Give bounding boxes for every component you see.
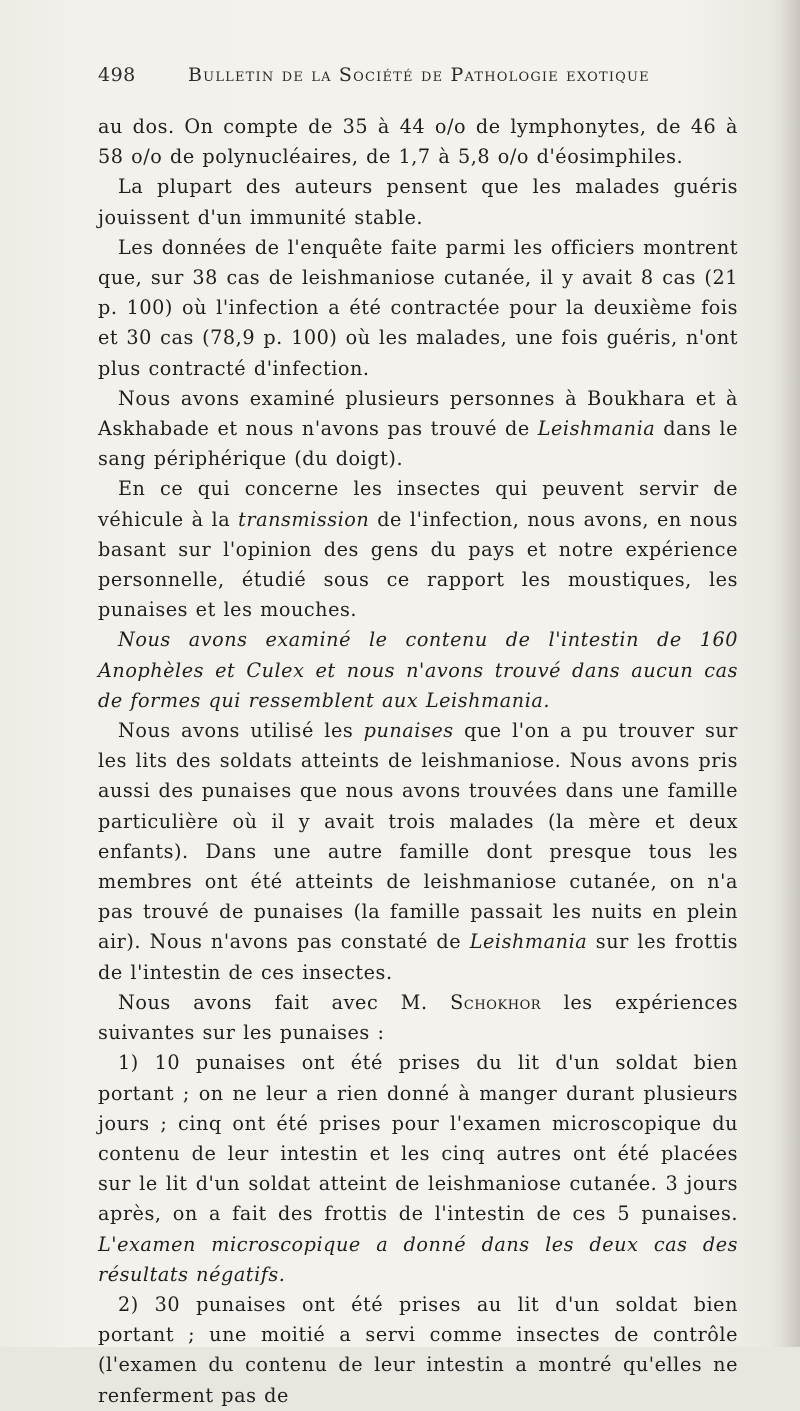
paragraph-7-italic-2: Leishmania — [469, 930, 588, 954]
running-title: Bulletin de la Société de Pathologie exotique — [188, 64, 650, 86]
paragraph-5-pre: En ce qui concerne les insectes qui peuvent servir de véhicule à la — [98, 477, 738, 531]
paragraph-7-post: sur les frottis de l'intestin de ces insectes. — [98, 930, 738, 984]
paragraph-1 — [98, 112, 738, 172]
paragraph-6 — [98, 625, 738, 716]
paragraph-9 — [98, 1048, 738, 1290]
paragraph-2-text: La plupart des auteurs pensent que les malades guéris jouissent d'un immunité stable. — [98, 175, 738, 229]
paragraph-7-pre: Nous avons utilisé les — [118, 719, 364, 743]
paragraph-5-post: de l'infection, nous avons, en nous basant sur l'opinion des gens du pays et notre expérience personnelle, étudié sous ce rapport les moustiques, les punaises et les mouches. — [98, 507, 738, 622]
paragraph-4-pre: Nous avons examiné plusieurs personnes à Boukhara et à Askhabade et nous n'avons pas trouvé de — [98, 386, 738, 441]
paragraph-8-post: les expériences suivantes sur les punaises : — [98, 990, 739, 1045]
paragraph-3-text: Les données de l'enquête faite parmi les officiers montrent que, sur 38 cas de leishmaniose cutanée, il y avait 8 cas (21 p. 100) où l'infection a été contractée pour la deuxième fois et 30 cas (78,9 p. 100) où les malades, une fois guéris, n'ont plus contracté d'infection. — [98, 235, 738, 380]
paragraph-1-text: au dos. On compte de 35 à 44 o/o de lymphonytes, de 46 à 58 o/o de polynucléaires, de 1,7 à 5,8 o/o d'éosimphiles. — [98, 115, 738, 169]
paragraph-9-italic: L'examen microscopique a donné dans les deux cas des résultats négatifs. — [98, 1232, 738, 1286]
paragraph-7-italic: punaises — [363, 719, 454, 743]
paragraph-7 — [98, 716, 738, 988]
paragraph-10-text: 2) 30 punaises ont été prises au lit d'un soldat bien portant ; une moitié a servi comme insectes de contrôle (l'examen du contenu de leur intestin a montré qu'elles ne renferment pas de — [98, 1292, 738, 1407]
paragraph-4-italic: Leishmania — [537, 417, 656, 441]
paragraph-3 — [98, 233, 738, 384]
body-text — [98, 112, 738, 1411]
page-number: 498 — [98, 64, 136, 86]
page-edge-shadow — [780, 0, 800, 1347]
paragraph-7-mid: que l'on a pu trouver sur les lits des soldats atteints de leishmaniose. Nous avons pris aussi des punaises que nous avons trouvées dans une famille particulière où il y avait trois malades (la mère et deux enfants). Dans une autre famille dont presque tous les membres ont été atteints de leishmaniose cutanée, on n'a pas trouvé de punaises (la famille passait les nuits en plein air). Nous n'avons pas constaté de — [98, 719, 738, 954]
paragraph-9-pre: 1) 10 punaises ont été prises du lit d'un soldat bien portant ; on ne leur a rien donné à manger durant plusieurs jours ; cinq ont été prises pour l'examen microscopique du contenu de leur intestin et les cinq autres ont été placées sur le lit d'un soldat atteint de leishmaniose cutanée. 3 jours après, on a fait des frottis de l'intestin de ces 5 punaises. — [98, 1051, 738, 1226]
paragraph-8-smallcaps: Schokhor — [450, 990, 542, 1014]
paragraph-6-italic: Nous avons examiné le contenu de l'intestin de 160 Anophèles et Culex et nous n'avons trouvé dans aucun cas de formes qui ressemblent aux Leishmania. — [98, 628, 738, 712]
paragraph-8-pre: Nous avons fait avec M. — [118, 990, 451, 1014]
page-header — [98, 64, 738, 94]
paragraph-4 — [98, 384, 738, 475]
paragraph-10 — [98, 1290, 738, 1411]
paragraph-2 — [98, 172, 738, 232]
paragraph-8 — [98, 988, 738, 1048]
paragraph-4-post: dans le sang périphérique (du doigt). — [98, 417, 738, 471]
paragraph-5 — [98, 474, 738, 625]
paragraph-5-italic: transmission — [238, 507, 370, 531]
